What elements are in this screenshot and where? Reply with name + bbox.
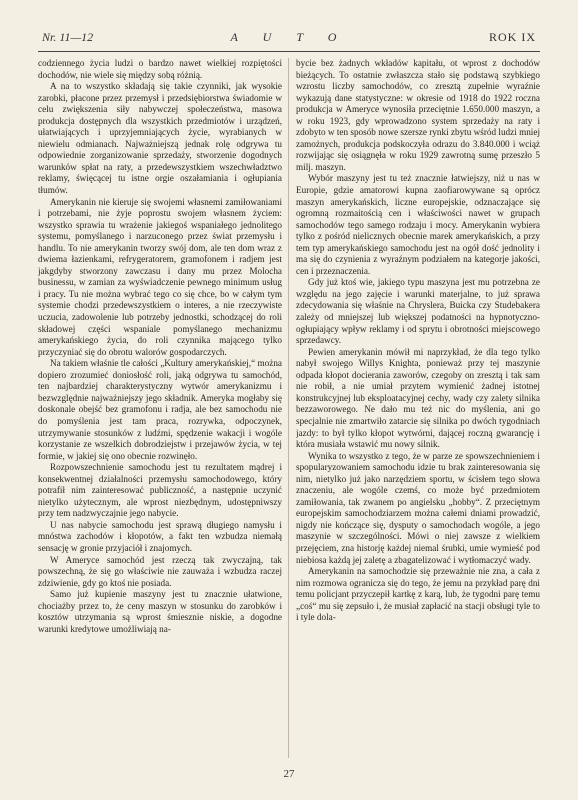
paragraph: Rozpowszechnienie samochodu jest tu rezultatem mądrej i konsekwentnej działalności przemysłu samochodowego, który potrafił nim zainteresować publiczność, a następnie uczynić nietylko użytecznym, ale wprost niezbędnym, udostępniwszy przy tem nadzwyczajnie jego nabycie. xyxy=(38,462,282,519)
left-column xyxy=(38,58,282,758)
paragraph: Samo już kupienie maszyny jest tu znacznie ułatwione, chociażby przez to, że ceny maszyn w stosunku do zarobków i kosztów utrzymania są wprost śmiesznie niskie, a dogodne warunki kredytowe umożliwiają na- xyxy=(38,589,282,634)
issue-number: Nr. 11—12 xyxy=(42,30,94,44)
paragraph: Wynika to wszystko z tego, że w parze ze spowszechnieniem i spopularyzowaniem samochodu idzie tu brak zainteresowania się nim, nietylko już jako narzędziem sportu, w ścisłem tego słowa znaczeniu, ale wogóle czemś, co może być przedmiotem zamiłowania, tak zwanem po angielsku „hobby“. Z przeciętnym europejskim samochodziarzem można całemi dniami prowadzić, nigdy nie kończące się, dysputy o samochodach wogóle, a jego maszynie w szczególności. Mówi o niej zawsze z wielkiem przejęciem, zna historję każdej niemal śrubki, umie wymieść pod niebiosa każdą jej zaletę a zbagatelizować i wytłomaczyć wady. xyxy=(296,450,540,565)
page-number: 27 xyxy=(283,768,295,780)
right-column xyxy=(296,58,540,758)
paragraph: Amerykanin nie kieruje się swojemi własnemi zamiłowaniami i potrzebami, nie żyje poprostu swojem własnem życiem: wszystko sprawia tu wrażenie jakiegoś wspaniałego jednolitego systemu, pomyślanego i narzuconego przez świat przemysłu i handlu. To nie amerykanin tworzy swój dom, ale ten dom wraz z dwiema łazienkami, refrygeratorem, gramofonem i radjem jest jakgdyby stworzony zawczasu i dany mu przez Molocha businessu, w zamian za wyświadczenie pewnego minimum usług i pracy. Tu nie można wybrać tego co się chce, bo w całym tym systemie chodzi przedewszystkiem o interes, a nie rzeczywiste uczucia, zadowolenie lub potrzeby jednostki, schodzącej do roli składowej części wspaniale pomyślanego mechanizmu amerykańskiego życia, do roli czynnika mającego tylko przyczyniać się do obrotu walorów gospodarczych. xyxy=(38,196,282,357)
paragraph: Wybór maszyny jest tu też znacznie łatwiejszy, niż u nas w Europie, gdzie amatorowi kupna zaofiarowywane są oprócz maszyn amerykańskich, liczne europejskie, odznaczające się ogromną rozmaitością cen i właściwości nawet w grupach samochodów tego samego rodzaju i mocy. Amerykanin wybiera tylko z pośród nielicznych obecnie marek amerykańskich, a przy tem typ amerykańskiego samochodu jest na ogół dość jednolity i ma się do czynienia z wyraźnym podziałem na kategorje jakości, cen i przeznaczenia. xyxy=(296,173,540,276)
header-rule xyxy=(38,51,540,52)
paragraph: W Ameryce samochód jest rzeczą tak zwyczajną, tak powszechną, że się go właściwie nie zauważa i wzbudza raczej zdziwienie, gdy go ktoś nie posiada. xyxy=(38,554,282,588)
paragraph: A na to wszystko składają się takie czynniki, jak wysokie zarobki, płacone przez przemysł i przedsiębiorstwa świadomie w celu zwiększenia siły nabywczej społeczeństwa, masowa produkcja dostępnych dla wszystkich przedmiotów i urządzeń, ułatwiających i uprzyjemniających życie, wyrabianych w niewielu odmianach. Najważniejszą jednak rolę odgrywa tu odpowiednie zorganizowanie sprzedaży, stworzenie dogodnych warunków spłat na raty, a przedewszystkiem wszechwładztwo reklamy, święcącej tu istne orgie oszałamiania i ogłupiania tłumów. xyxy=(38,81,282,196)
running-header xyxy=(38,26,540,48)
paragraph: bycie bez żadnych wkładów kapitału, ot wprost z dochodów bieżących. To ostatnie zwłaszcza stało się podstawą szybkiego wzrostu liczby samochodów, co zresztą zupełnie wyraźnie wykazują dane statystyczne: w okresie od 1918 do 1922 roczna produkcja w Ameryce wynosiła przeciętnie 1.650.000 maszyn, a w roku 1923, gdy wprowadzono system sprzedaży na raty i zdobyto w ten sposób nowe szersze rynki zbytu wśród ludzi mniej zamożnych, produkcja podskoczyła odrazu do 3.840.000 i wciąż rozwijając się osiągnęła w roku 1929 zawrotną sumę przeszło 5 milj. maszyn. xyxy=(296,58,540,172)
paragraph: U nas nabycie samochodu jest sprawą długiego namysłu i mnóstwa zachodów i kłopotów, a fakt ten wzbudza niemałą sensację w gronie przyjaciół i znajomych. xyxy=(38,519,282,553)
paragraph: Pewien amerykanin mówił mi naprzykład, że dla tego tylko nabył swojego Willys Knighta, ponieważ przy tej maszynie odpada kłopot docierania zaworów, czegoby on zresztą i tak sam nie robił, a nie umiał przytem wymienić żadnej istotnej konstrukcyjnej lub eksploatacyjnej cechy, wady czy zalety silnika bezzaworowego. Ne dało mu też nic do myślenia, ani go specjalnie nie zmartwiło zatarcie się silnika po dwóch tygodniach jazdy: to był tylko kłopot wytwórni, dającej roczną gwarancję i która musiała wstawić mu nowy silnik. xyxy=(296,346,540,450)
paragraph: Amerykanin na samochodzie się przeważnie nie zna, a cała z nim rozmowa ogranicza się do tego, że jemu na przykład parę dni temu policjant przyczepił kartkę z karą, lub, że tygodni parę temu „coś“ mu się zepsuło i, że musiał zapłacić na stacji obsługi tyle to i tyle dola- xyxy=(296,566,540,623)
volume-year: ROK IX xyxy=(489,30,536,44)
column-divider xyxy=(288,58,289,758)
paragraph: Gdy już ktoś wie, jakiego typu maszyna jest mu potrzebna ze względu na jego zajęcie i warunki materjalne, to już sprawa zdecydowania się właśnie na Chryslera, Buicka czy Studebakera zależy od mniejszej lub większej podatności na hypnotyczno-ogłupiający wpływ reklamy i od sprytu i obrotności miejscowego sprzedawcy. xyxy=(296,277,540,346)
paragraph: Na takiem właśnie tle całości „Kultury amerykańskiej,“ można dopiero zrozumieć doniosłość roli, jaką odgrywa tu samochód, ten najbardziej charakterystyczny wytwór amerykanizmu i bezwzględnie najważniejszy jego składnik. Ameryka mogłaby się doskonale obejść bez gramofonu i radja, ale bez samochodu nie do pomyślenia jest tam praca, rozrywka, odpoczynek, utrzymywanie stosunków z ludźmi, spędzenie wakacji i wogóle korzystanie ze wszelkich dobrodziejstw i przejawów życia, w tej formie, w jakiej się ono obecnie rozwinęło. xyxy=(38,358,282,461)
magazine-title: A U T O xyxy=(230,30,348,44)
paragraph: codziennego życia ludzi o bardzo nawet wielkiej rozpiętości dochodów, nie wiele się między sobą różnią. xyxy=(38,58,282,80)
